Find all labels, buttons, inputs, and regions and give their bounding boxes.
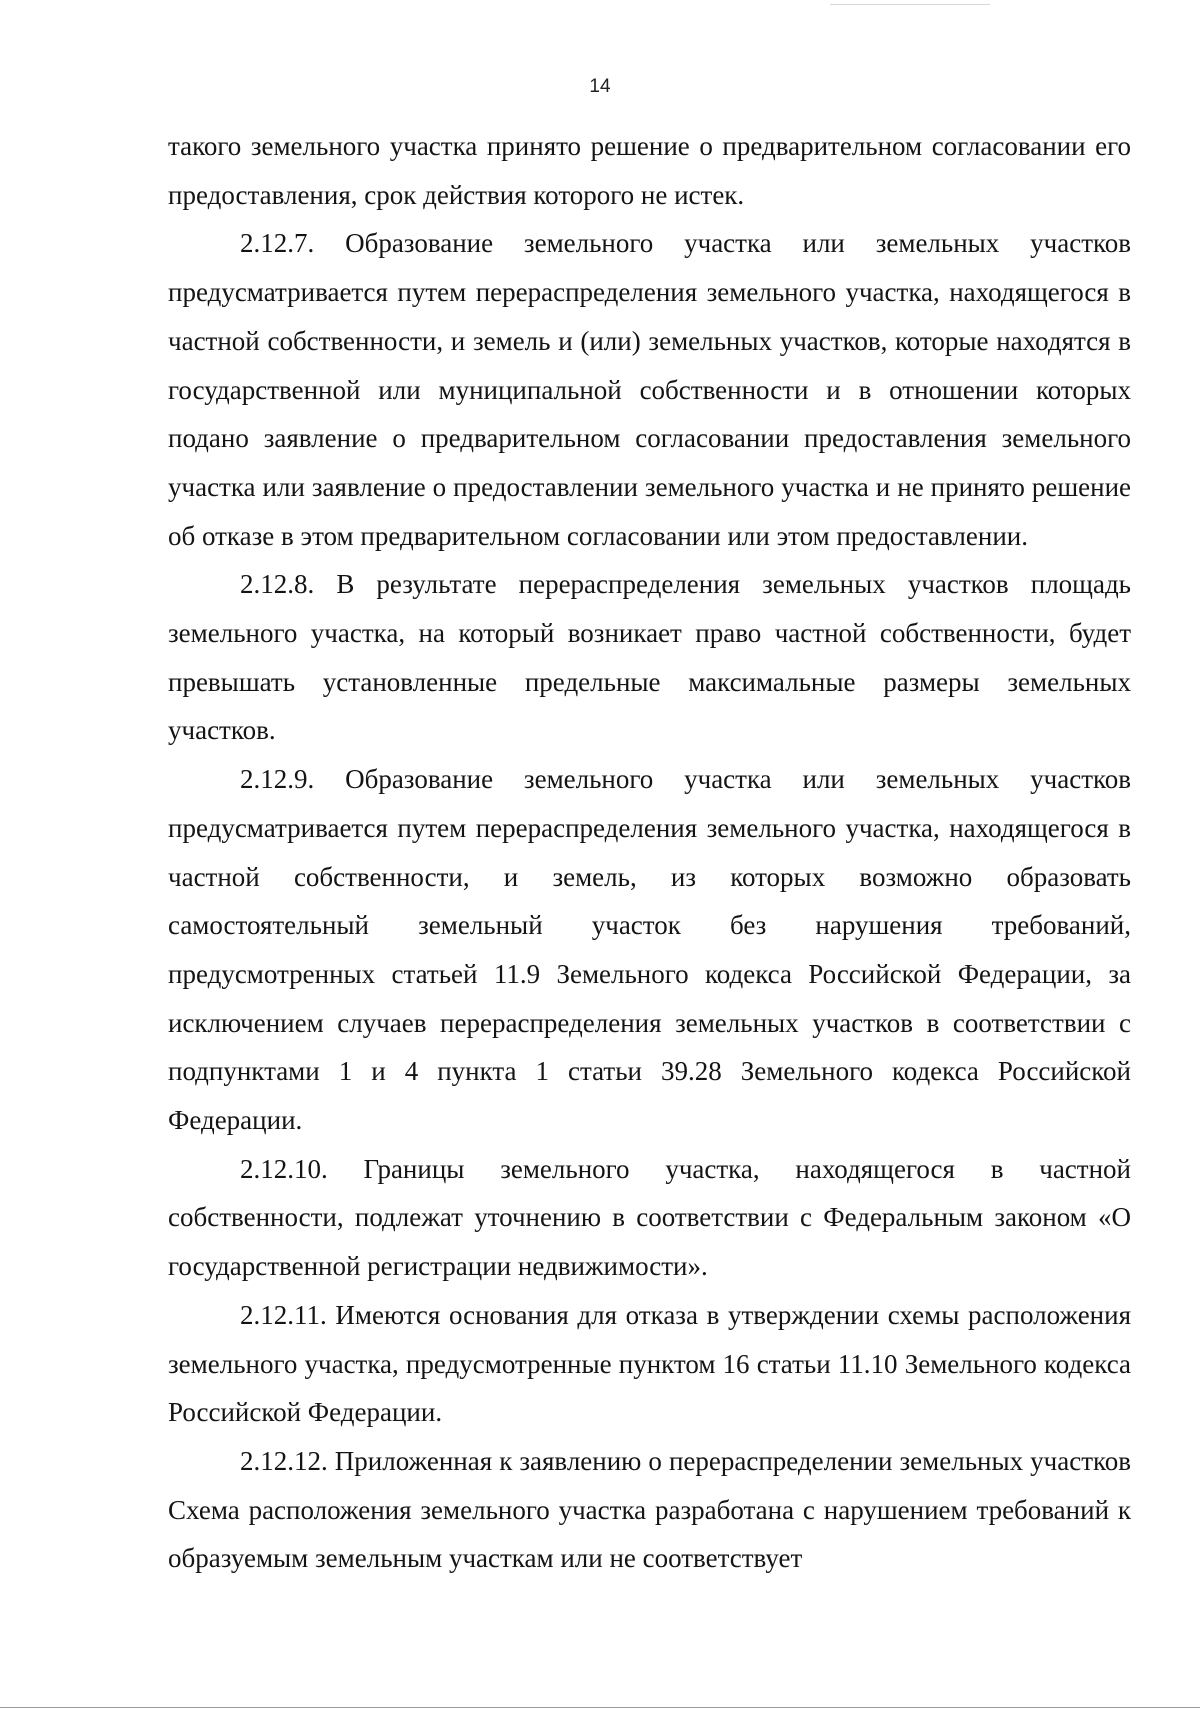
page-number: 14 — [589, 76, 611, 97]
paragraph-2-12-8: 2.12.8. В результате перераспределения земельных участков площадь земельного участка, на который возникает право частной собственности, будет превышать установленные предельные максимальные размеры земельных участков. — [168, 569, 1131, 746]
paragraph-2-12-12: 2.12.12. Приложенная к заявлению о перераспределении земельных участков Схема расположения земельного участка разработана с нарушением требований к образуемым земельным участкам или не соответствует — [168, 1445, 1131, 1574]
document-body — [168, 122, 1131, 1583]
paragraph-2-12-9: 2.12.9. Образование земельного участка или земельных участков предусматривается путем перераспределения земельного участка, находящегося в частной собственности, и земель, из которых возможно образовать самостоятельный земельный участок без нарушения требований, предусмотренных статьей 11.9 Земельного кодекса Российской Федерации, за исключением случаев перераспределения земельных участков в соответствии с подпунктами 1 и 4 пункта 1 статьи 39.28 Земельного кодекса Российской Федерации. — [168, 764, 1131, 1136]
paragraph-2-12-7: 2.12.7. Образование земельного участка или земельных участков предусматривается путем перераспределения земельного участка, находящегося в частной собственности, и земель и (или) земельных участков, которые находятся в государственной или муниципальной собственности и в отношении которых подано заявление о предварительном согласовании предоставления земельного участка или заявление о предоставлении земельного участка и не принято решение об отказе в этом предварительном согласовании или этом предоставлении. — [168, 228, 1131, 551]
paragraph-2-12-11: 2.12.11. Имеются основания для отказа в утверждении схемы расположения земельного участка, предусмотренные пунктом 16 статьи 11.10 Земельного кодекса Российской Федерации. — [168, 1299, 1131, 1428]
page-bottom-edge — [0, 1707, 1200, 1708]
scan-mark — [830, 4, 990, 5]
paragraph-2-12-10: 2.12.10. Границы земельного участка, находящегося в частной собственности, подлежат уточнению в соответствии с Федеральным законом «О государственной регистрации недвижимости». — [168, 1153, 1131, 1282]
paragraph-continuation: такого земельного участка принято решение о предварительном согласовании его предоставления, срок действия которого не истек. — [168, 131, 1131, 210]
